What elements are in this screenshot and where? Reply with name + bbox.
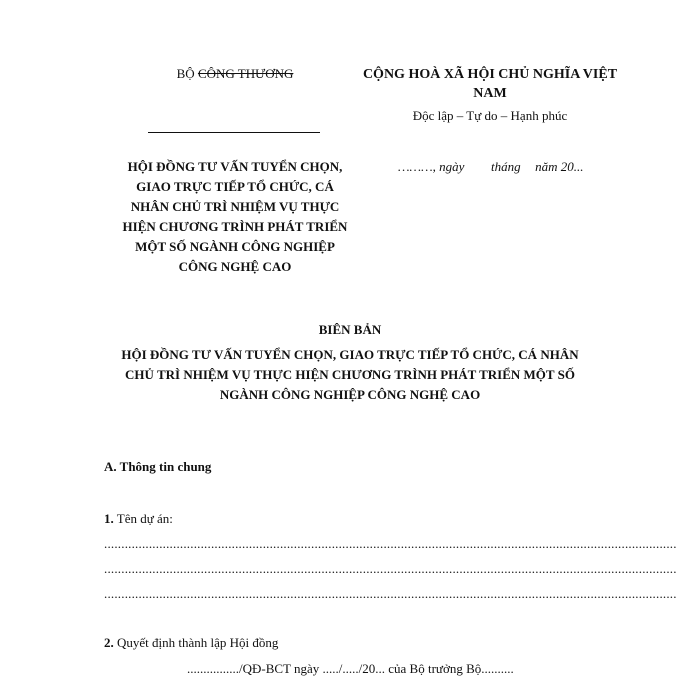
document-heading: BIÊN BẢN [318,322,382,337]
ministry-name [100,66,370,82]
item1-dot-line: ...................................................................................................................................................................... [104,561,677,576]
council-name-line: HỘI ĐỒNG TƯ VẤN TUYỂN CHỌN, [127,159,343,174]
item2-number: 2. [104,635,114,650]
date-month: tháng [490,159,521,174]
item2-label: Quyết định thành lập Hội đồng [117,635,279,650]
nation-title-line1: CỘNG HOÀ XÃ HỘI CHỦ NGHĨA VIỆT [362,67,618,82]
document-title-line: CHỦ TRÌ NHIỆM VỤ THỰC HIỆN CHƯƠNG TRÌNH PHÁT TRIỂN MỘT SỐ [125,367,575,382]
national-motto: Độc lập – Tự do – Hạnh phúc [412,108,568,123]
item2-row [104,635,278,651]
council-name-line: GIAO TRỰC TIẾP TỔ CHỨC, CÁ [136,179,334,194]
council-name-line: NHÂN CHỦ TRÌ NHIỆM VỤ THỰC [130,199,340,214]
document-title-line: NGÀNH CÔNG NGHIỆP CÔNG NGHỆ CAO [219,387,481,402]
header-divider [148,132,320,133]
nation-title-line2: NAM [473,86,507,101]
council-name-line: CÔNG NGHỆ CAO [178,259,292,274]
item2-decision-line: ................/QĐ-BCT ngày ...../...../20... của Bộ trưởng Bộ.......... [187,661,514,676]
item1-number: 1. [104,511,114,526]
item1-row [104,511,173,527]
document-title-block [40,345,660,405]
council-name-line: HIỆN CHƯƠNG TRÌNH PHÁT TRIỂN [122,219,348,234]
item1-dot-line: ...................................................................................................................................................................... [104,586,677,601]
council-name-block [95,157,375,277]
date-line [398,159,638,175]
nation-title [350,65,630,103]
date-year: năm 20... [535,159,584,174]
item1-label: Tên dự án: [116,511,173,526]
date-place: ………, ngày [398,159,465,174]
council-name-line: MỘT SỐ NGÀNH CÔNG NGHIỆP [135,239,335,254]
item1-dot-line: ...................................................................................................................................................................... [104,536,677,551]
document-title-line: HỘI ĐỒNG TƯ VẤN TUYỂN CHỌN, GIAO TRỰC TIẾP TỔ CHỨC, CÁ NHÂN [121,347,579,362]
section-a-heading: A. Thông tin chung [104,459,212,474]
ministry-struck-name: CÔNG THƯƠNG [197,66,294,81]
ministry-prefix: BỘ [176,66,195,81]
